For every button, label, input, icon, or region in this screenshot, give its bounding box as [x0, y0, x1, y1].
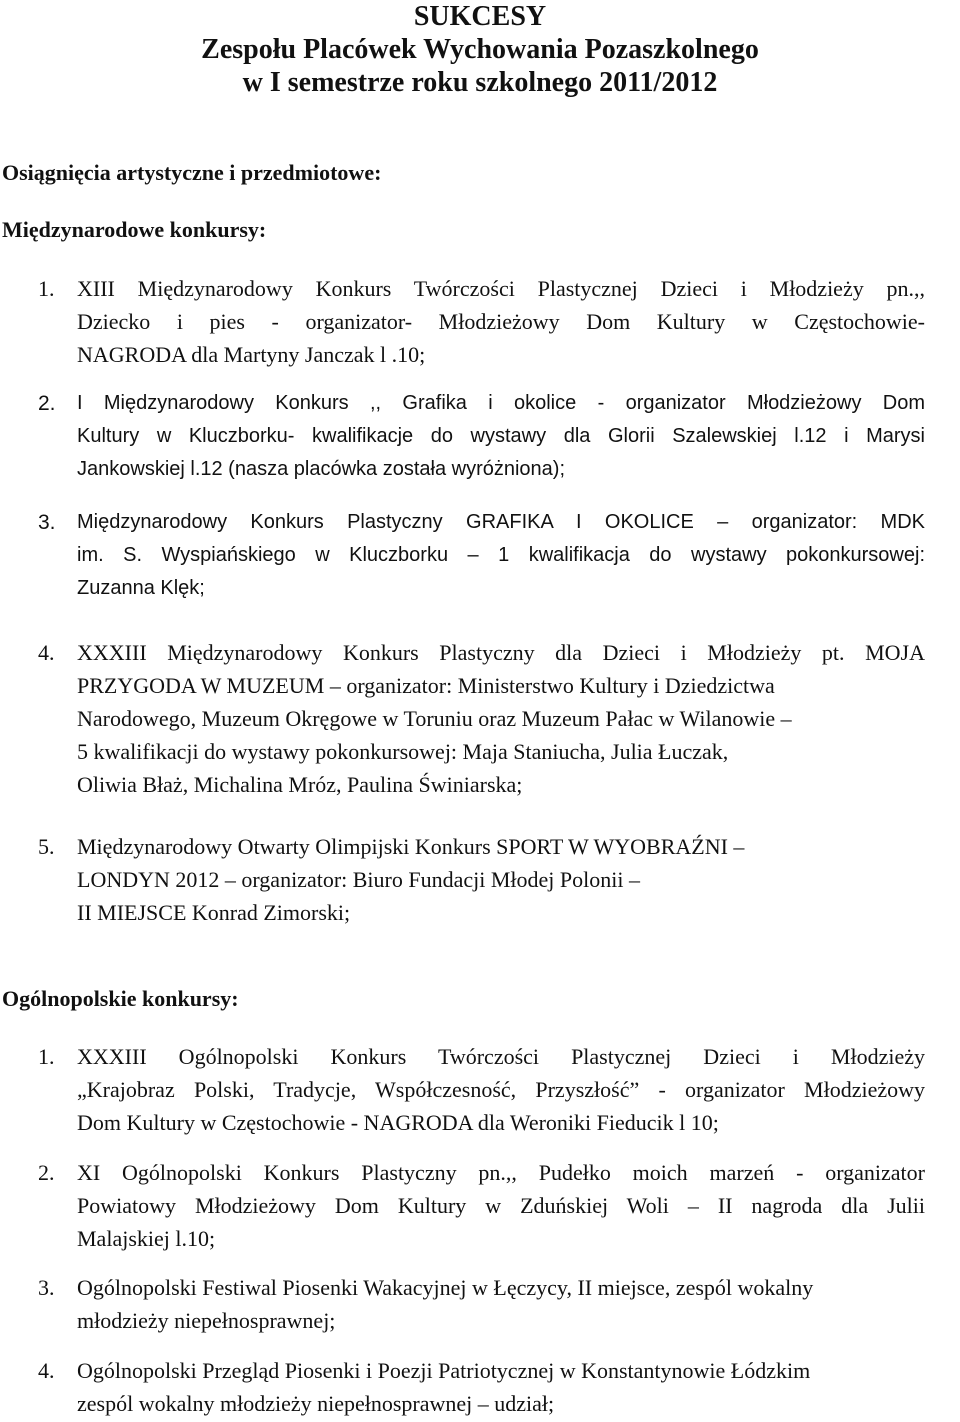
list-item-text [77, 1271, 925, 1337]
list-item-text [77, 1354, 925, 1420]
list-item-line: XXXIII Międzynarodowy Konkurs Plastyczny dla Dzieci i Młodzieży pt. MOJA [77, 640, 925, 665]
list-item-text [77, 1156, 925, 1255]
list-item-line: Dom Kultury w Częstochowie - NAGRODA dla Weroniki Fieducik l 10; [77, 1110, 719, 1135]
list-item-number: 2. [38, 392, 56, 415]
document-title-line-3: w I semestrze roku szkolnego 2011/2012 [242, 67, 718, 98]
list-item-line: Ogólnopolski Przegląd Piosenki i Poezji Patriotycznej w Konstantynowie Łódzkim [77, 1358, 811, 1383]
list-item-line: NAGRODA dla Martyny Janczak l .10; [77, 342, 426, 367]
list-item-line: I Międzynarodowy Konkurs ,, Grafika i okolice - organizator Młodzieżowy Dom [77, 392, 925, 414]
list-item-line: XIII Międzynarodowy Konkurs Twórczości Plastycznej Dzieci i Młodzieży pn.,, [77, 276, 925, 301]
list-item-line: PRZYGODA W MUZEUM – organizator: Ministerstwo Kultury i Dziedzictwa [77, 673, 775, 698]
list-item-number: 3. [38, 511, 56, 534]
list-item-line: Międzynarodowy Konkurs Plastyczny GRAFIKA I OKOLICE – organizator: MDK [77, 511, 925, 533]
section-heading-achievements: Osiągnięcia artystyczne i przedmiotowe: [2, 160, 382, 185]
document-title-line-2: Zespołu Placówek Wychowania Pozaszkolnego [201, 34, 759, 65]
list-item-line: Powiatowy Młodzieżowy Dom Kultury w Zduńskiej Woli – II nagroda dla Julii [77, 1193, 925, 1218]
list-item-line: LONDYN 2012 – organizator: Biuro Fundacji Młodej Polonii – [77, 867, 640, 892]
list-item-number: 3. [38, 1275, 55, 1300]
section-heading-national: Ogólnopolskie konkursy: [2, 986, 239, 1011]
list-item-number: 4. [38, 640, 55, 665]
list-item-text [77, 636, 925, 801]
section-heading-international: Międzynarodowe konkursy: [2, 217, 267, 242]
list-item-line: II MIEJSCE Konrad Zimorski; [77, 900, 351, 925]
list-item-line: Oliwia Błaż, Michalina Mróz, Paulina Świniarska; [77, 772, 523, 797]
list-item-line: młodzieży niepełnosprawnej; [77, 1308, 336, 1333]
list-item-line: XI Ogólnopolski Konkurs Plastyczny pn.,, Pudełko moich marzeń - organizator [77, 1160, 925, 1185]
list-item-line: Kultury w Kluczborku- kwalifikacje do wystawy dla Glorii Szalewskiej l.12 i Marysi [77, 425, 925, 447]
list-item-line: Dziecko i pies - organizator- Młodzieżowy Dom Kultury w Częstochowie- [77, 309, 925, 334]
list-item-line: Jankowskiej l.12 (nasza placówka została wyróżniona); [77, 458, 566, 480]
list-item-line: zespól wokalny młodzieży niepełnosprawnej – udział; [77, 1391, 555, 1416]
list-item-line: Zuzanna Klęk; [77, 577, 205, 599]
list-item-text [77, 830, 925, 929]
list-item-line: Narodowego, Muzeum Okręgowe w Toruniu oraz Muzeum Pałac w Wilanowie – [77, 706, 792, 731]
list-item-line: Ogólnopolski Festiwal Piosenki Wakacyjnej w Łęczycy, II miejsce, zespól wokalny [77, 1275, 814, 1300]
list-item-number: 4. [38, 1358, 55, 1383]
list-item-line: Międzynarodowy Otwarty Olimpijski Konkurs SPORT W WYOBRAŹNI – [77, 834, 745, 859]
list-item-number: 2. [38, 1160, 55, 1185]
list-item-line: Malajskiej l.10; [77, 1226, 216, 1251]
list-item-text [77, 387, 925, 486]
list-item-number: 1. [38, 1044, 55, 1069]
list-item-line: „Krajobraz Polski, Tradycje, Współczesność, Przyszłość” - organizator Młodzieżowy [77, 1077, 925, 1102]
list-item-line: 5 kwalifikacji do wystawy pokonkursowej: Maja Staniucha, Julia Łuczak, [77, 739, 729, 764]
list-item-number: 1. [38, 276, 55, 301]
list-item-line: im. S. Wyspiańskiego w Kluczborku – 1 kwalifikacja do wystawy pokonkursowej: [77, 544, 925, 566]
list-item-number: 5. [38, 834, 55, 859]
document-title-line-1: SUKCESY [413, 1, 547, 32]
list-item-text [77, 272, 925, 371]
list-item-text [77, 506, 925, 605]
list-item-line: XXXIII Ogólnopolski Konkurs Twórczości Plastycznej Dzieci i Młodzieży [77, 1044, 925, 1069]
list-item-text [77, 1040, 925, 1139]
